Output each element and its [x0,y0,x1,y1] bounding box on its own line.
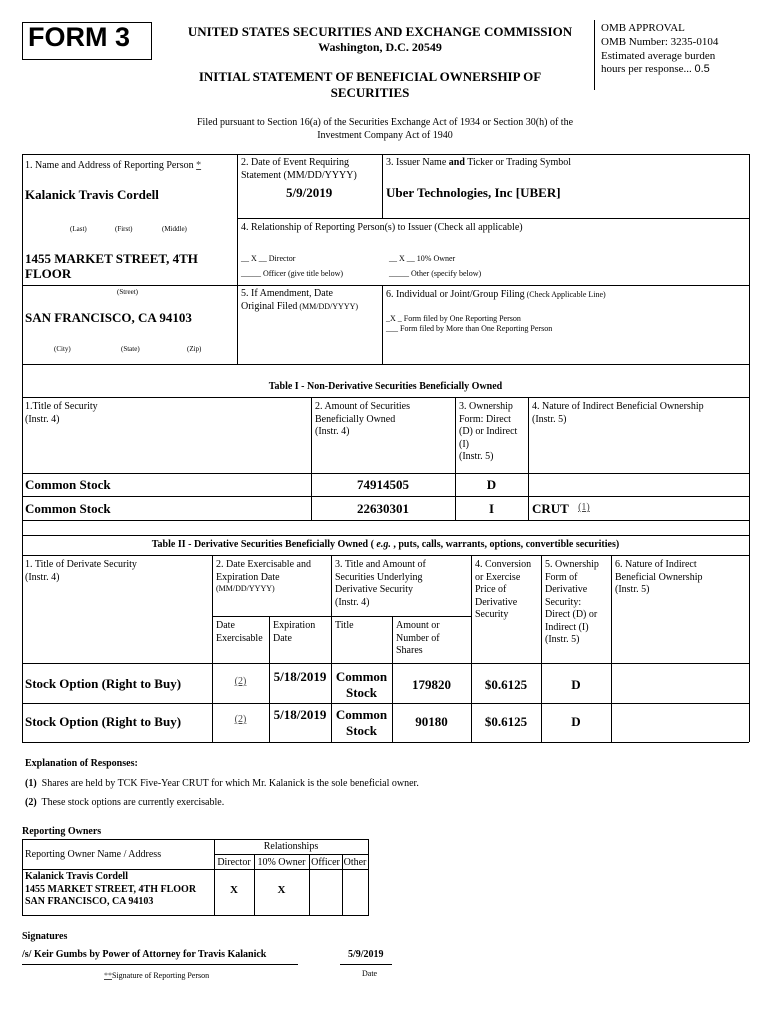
t2-row1-bottom [22,703,749,704]
explanation-title: Explanation of Responses: [25,758,138,769]
box6-divider [382,285,383,364]
t1-col4-header: 4. Nature of Indirect Beneficial Ownership (Instr. 5) [532,401,704,425]
t1-row1-bottom [22,496,749,497]
t2-sub3-top [331,616,471,617]
omb-burden-value: 0.5 [694,63,710,76]
box6-label: 6. Individual or Joint/Group Filing (Check Applicable Line) [386,289,606,300]
t2-row2-title: Stock Option (Right to Buy) [25,714,182,729]
omb-divider [594,20,595,90]
box5-top-border [22,285,749,286]
date-line [340,964,392,965]
t1-col4-line [528,397,529,521]
ro-other-header: Other [343,857,367,868]
t2-col3a-header: Title [335,620,354,631]
t2-row1-expiration: 5/18/2019 [273,669,327,684]
footnote-2-link[interactable]: (2) [234,714,247,725]
t2-col2a-header: Date Exercisable [216,620,263,644]
t2-col2b-header: Expiration Date [273,620,316,644]
name-middle-label: (Middle) [162,225,187,233]
table1-top-border [22,364,749,365]
t1-col1-header: 1.Title of Security (Instr. 4) [25,401,98,425]
signature-label: **Signature of Reporting Person [104,971,210,980]
t2-row2-sec-title: Common Stock [335,707,388,739]
street-line-1: 1455 MARKET STREET, 4TH [25,251,198,266]
t2-col2-header: 2. Date Exercisable and Expiration Date (MM/DD/YYYY) [216,559,311,593]
signature-line [22,964,298,965]
agency-name: UNITED STATES SECURITIES AND EXCHANGE COMMISSION [187,24,573,39]
explanation-item-1: (1) Shares are held by TCK Five-Year CRUT for which Mr. Kalanick is the sole beneficial owner. [25,778,419,789]
form-title: FORM 3 [28,22,131,52]
t1-row2-nature: CRUT $^{(1)}$ [532,501,590,516]
top-box-border [22,154,749,155]
reporting-person-name: Kalanick Travis Cordell [25,187,159,202]
table1-title: Table I - Non-Derivative Securities Beneficially Owned [268,381,503,392]
table2-header-top [22,555,749,556]
right-border [749,154,750,742]
t2-header-bottom [22,663,749,664]
signatures-title: Signatures [22,931,68,942]
ro-owner10-header: 10% Owner [257,857,306,868]
t2-row1-title: Stock Option (Right to Buy) [25,676,182,691]
box1-label-mark: * [196,160,202,171]
t1-header-bottom [22,473,749,474]
box5-label: 5. If Amendment, Date Original Filed (MM/DD/YYYY) [241,288,359,312]
omb-box [601,22,761,77]
date-label: Date [362,969,378,978]
omb-title: OMB APPROVAL [601,22,685,34]
t1-row1-form: D [486,477,497,492]
t1-row1-title: Common Stock [25,477,111,492]
t1-row2-bottom [22,520,749,521]
box3-label: 3. Issuer Name and Ticker or Trading Symbol [386,157,572,168]
zip-label: (Zip) [187,345,202,353]
filed-pursuant-2: Investment Company Act of 1940 [317,130,453,141]
t2-col6-line [611,555,612,742]
state-label: (State) [121,345,140,353]
city-label: (City) [54,345,71,353]
statement-title-1: INITIAL STATEMENT OF BENEFICIAL OWNERSHIP OF [198,69,542,84]
omb-number: OMB Number: 3235-0104 [601,35,719,48]
t2-col1-header: 1. Title of Derivate Security (Instr. 4) [25,559,137,583]
agency-location: Washington, D.C. 20549 [318,40,442,54]
t2-col5-header: 5. Ownership Form of Derivative Security: Direct (D) or Indirect (I) (Instr. 5) [545,559,599,645]
reporting-owners-title: Reporting Owners [22,826,102,837]
t1-row1-amount: 74914505 [357,477,409,492]
single-filer-option[interactable]: _X _ Form filed by One Reporting Person [386,314,521,323]
table1-header-top [22,397,749,398]
director-checkbox[interactable]: __ X __ Director [241,254,296,263]
officer-checkbox[interactable]: _____ Officer (give title below) [241,269,344,278]
signature-text: /s/ Keir Gumbs by Power of Attorney for Travis Kalanick [22,949,267,960]
other-checkbox[interactable]: _____ Other (specify below) [389,269,482,278]
footnote-1-link[interactable]: (1) [578,502,590,513]
ro-officer-header: Officer [311,857,340,868]
t2-row2-form: D [571,714,581,729]
ro-rel-line [214,854,368,855]
event-date: 5/9/2019 [286,185,333,200]
name-last-label: (Last) [70,225,87,233]
omb-burden-2: hours per response... [601,63,692,76]
street-line-2: FLOOR [25,266,72,281]
t2-row2-bottom [22,742,749,743]
t1-row2-title: Common Stock [25,501,111,516]
street-label: (Street) [117,288,138,296]
ro-owner-row: Kalanick Travis Cordell 1455 MARKET STREET, 4TH FLOOR SAN FRANCISCO, CA 94103 [25,871,197,907]
left-border [22,154,23,742]
t1-col2-header: 2. Amount of Securities Beneficially Owned (Instr. 4) [315,401,410,437]
ro-owner10-mark: X [277,884,286,896]
box2-label: 2. Date of Event Requiring Statement (MM/DD/YYYY) [241,157,357,181]
ro-name-header: Reporting Owner Name / Address [25,849,162,860]
ro-relationships-header: Relationships [263,841,319,852]
table2-top-border [22,535,749,536]
omb-burden-1: Estimated average burden [601,49,716,62]
t2-row2-expiration: 5/18/2019 [273,707,327,722]
t2-col4-header: 4. Conversion or Exercise Price of Derivative Security [475,559,532,620]
table2-title: Table II - Derivative Securities Beneficially Owned ( e.g. , puts, calls, warrants, options, convertible securities) [151,539,620,550]
box4-label: 4. Relationship of Reporting Person(s) to Issuer (Check all applicable) [241,222,523,233]
t2-row2-price: $0.6125 [484,714,528,729]
name-first-label: (First) [115,225,133,233]
t2-row2-shares: 90180 [415,714,448,729]
t2-row1-sec-title: Common Stock [335,669,388,701]
t1-row2-form: I [488,501,495,516]
box1-divider [237,154,238,364]
ro-director-header: Director [217,857,251,868]
t2-row1-price: $0.6125 [484,677,528,692]
explanation-item-2: (2) These stock options are currently exercisable. [25,797,225,808]
t2-col6-header: 6. Nature of Indirect Beneficial Ownership (Instr. 5) [615,559,703,595]
city-state-zip: SAN FRANCISCO, CA 94103 [25,310,192,325]
t1-col3-header: 3. Ownership Form: Direct (D) or Indirect (I) (Instr. 5) [459,401,518,462]
t1-row2-amount: 22630301 [357,501,409,516]
box4-top-border [237,218,749,219]
footnote-2-link[interactable]: (2) [234,676,247,687]
issuer-name-ticker: Uber Technologies, Inc [UBER] [386,185,561,200]
ro-director-mark: X [230,884,238,896]
statement-title-2: SECURITIES [330,85,410,100]
t2-col3b-header: Amount or Number of Shares [396,620,440,656]
group-filer-option[interactable]: ___ Form filed by More than One Reporting Person [386,324,553,333]
ro-header-bottom [22,869,368,870]
box3-divider [382,154,383,218]
t2-row1-shares: 179820 [412,677,451,692]
signature-date: 5/9/2019 [348,949,384,960]
t2-row1-form: D [571,677,581,692]
filed-pursuant-1: Filed pursuant to Section 16(a) of the Securities Exchange Act of 1934 or Section 30(h) of the [196,117,574,128]
ten-percent-owner-checkbox[interactable]: __ X __ 10% Owner [389,254,456,263]
t2-sub2-top [212,616,331,617]
t2-col3-header: 3. Title and Amount of Securities Underlying Derivative Security (Instr. 4) [335,559,426,608]
box1-label: 1. Name and Address of Reporting Person * [25,160,202,171]
